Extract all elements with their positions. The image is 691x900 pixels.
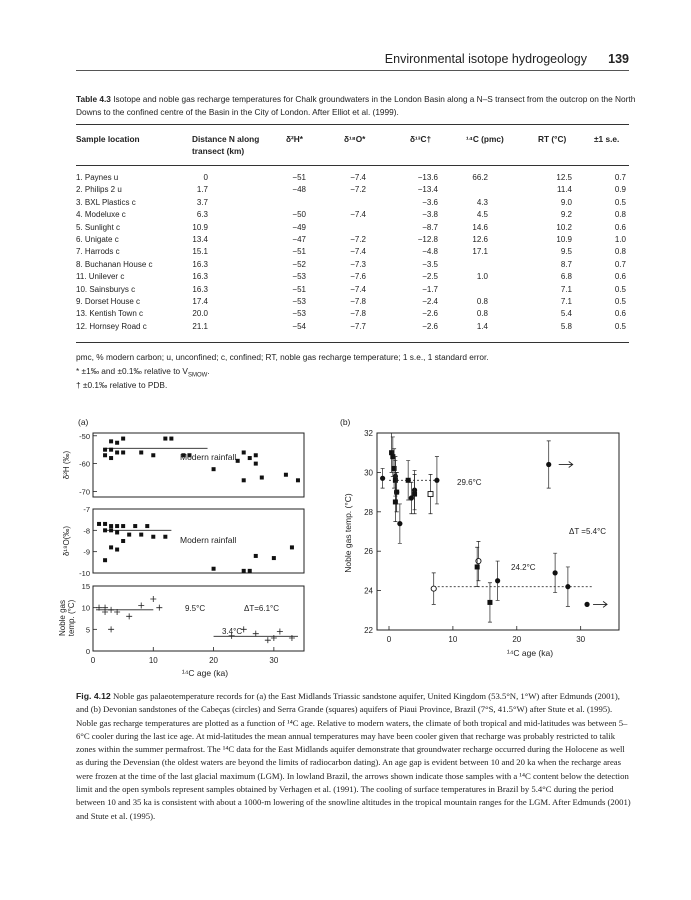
table-cell: −54	[292, 321, 306, 331]
y-tick-label: 28	[364, 507, 373, 517]
table-footnote-3: † ±0.1‰ relative to PDB.	[76, 380, 168, 390]
y-tick-label: 24	[364, 586, 373, 596]
data-point-square	[163, 535, 167, 539]
table-cell: −3.8	[422, 210, 438, 220]
table-cell: −7.4	[350, 247, 366, 257]
y-tick-label: 5	[85, 625, 90, 635]
data-point-square	[139, 533, 143, 537]
table-cell: 7. Harrods c	[76, 247, 120, 257]
data-point-square	[169, 437, 173, 441]
table-cell: 0.8	[614, 210, 626, 220]
y-tick-label: -70	[79, 487, 90, 497]
table-cell: 0.5	[614, 284, 626, 294]
table-cell: −7.8	[350, 297, 366, 306]
table-cell: 5.8	[560, 321, 572, 331]
table-cell: 0.8	[476, 297, 488, 306]
data-point-plus	[108, 626, 114, 632]
table-header-14c: ¹⁴C (pmc)	[466, 134, 504, 144]
figure-caption-label: Fig. 4.12	[76, 691, 111, 701]
data-point-square-open	[428, 492, 433, 497]
table-cell: −52	[292, 259, 306, 269]
data-point-square	[163, 437, 167, 441]
table-cell: 5.4	[560, 309, 572, 319]
table-header-d13c: δ¹³C†	[410, 134, 432, 144]
below-detection-arrow	[559, 462, 573, 468]
table-cell: 10. Sainsburys c	[76, 284, 136, 294]
table-cell: −7.2	[350, 185, 366, 195]
data-point-square	[121, 524, 125, 528]
y-tick-label: 22	[364, 626, 373, 635]
y-tick-label: -10	[79, 569, 90, 578]
table-header-rt: RT (°C)	[538, 134, 567, 144]
table-cell: 7.1	[560, 297, 572, 306]
x-tick-label: 10	[448, 635, 458, 644]
panel-a-frame	[93, 433, 304, 497]
table-cell: 0.5	[614, 297, 626, 306]
data-point-circle	[434, 478, 439, 483]
data-point-square	[145, 524, 149, 528]
table-cell: −51	[292, 247, 306, 257]
y-tick-label: -8	[83, 526, 90, 536]
y-tick-label: -7	[83, 505, 90, 514]
data-point-square	[290, 545, 294, 549]
y-tick-label: 10	[81, 603, 90, 613]
data-point-square	[487, 600, 492, 605]
table-cell: −7.2	[350, 235, 366, 244]
y-tick-label: 0	[85, 647, 90, 656]
temp-label-9-5: 9.5°C	[185, 604, 206, 613]
data-point-square	[272, 556, 276, 560]
table-cell: −7.7	[350, 321, 366, 331]
x-axis-label-b: ¹⁴C age (ka)	[506, 648, 554, 658]
table-cell: 11. Unilever c	[76, 272, 125, 282]
data-point-square	[151, 535, 155, 539]
table-cell: 0	[203, 173, 208, 182]
data-point-square	[109, 439, 113, 443]
data-point-square	[109, 456, 113, 460]
table-cell: −12.8	[417, 235, 438, 244]
table-cell: −7.4	[350, 284, 366, 294]
data-point-plus	[253, 631, 259, 637]
data-point-plus	[277, 629, 283, 635]
x-axis-label-a: ¹⁴C age (ka)	[181, 668, 229, 678]
data-point-square	[139, 450, 143, 454]
page-number: 139	[608, 52, 629, 66]
data-point-square	[236, 459, 240, 463]
data-point-square	[115, 524, 119, 528]
table-cell: −47	[292, 235, 306, 244]
data-point-square	[121, 437, 125, 441]
figure-caption	[76, 690, 632, 823]
table-cell: 12. Hornsey Road c	[76, 321, 147, 331]
data-point-square	[115, 450, 119, 454]
table-footnote-1: pmc, % modern carbon; u, unconfined; c, confined; RT, noble gas recharge temperature; 1 s.e., 1 standard error.	[76, 352, 489, 362]
table-cell: 1.0	[614, 235, 626, 244]
data-point-square	[242, 569, 246, 573]
table-cell: 13.4	[192, 235, 208, 244]
figure-caption-text: Noble gas palaeotemperature records for (a) the East Midlands Triassic sandstone aquifer, United Kingdom (53.5°N, 1°W) after Edmunds (2001), and (b) Devonian sandstones of the Cabeças (circles) and Serra Grande (squares) aquifers of Piaui Province, Brazil (7°S, 41.5°W) after Stute et al. (1995). Noble gas recharge temperatures are plotted as a function of ¹⁴C age. Relative to modern waters, the climate of both tropical and mid-latitudes was between 5–6°C cooler during the last ice age. At mid-latitudes the mean annual temperatures may have been cooler given that recharge was probably restricted to talik zones within the summer permafrost. The ¹⁴C data for the East Midlands aquifer demonstrate that groundwater recharge occurred during the Holocene as well as during the Devensian (the oldest waters are beyond the limits of radiocarbon dating). An age gap is evident between 10 and 20 ka when the recharge areas were frozen at the time of the last glacial maximum (LGM). In lowland Brazil, the arrows shown indicate those samples with a ¹⁴C content below the detection limit and the open symbols represent samples obtained by Verhagen et al. (1991). The cooling of surface temperatures in Brazil by 5.4°C during the period between 10 and 35 ka is consistent with about a 1000-m lowering of the snowline altitudes in the tropical mountain ranges for the LGM. After Edmunds (2001) and Stute et al. (1995).	[76, 691, 631, 821]
data-point-square	[103, 453, 107, 457]
table-header-distance: Distance N along transect (km)	[192, 134, 260, 156]
y-axis-label: δ²H (‰)	[62, 450, 71, 480]
data-point-plus	[156, 605, 162, 611]
table-header-se: ±1 s.e.	[594, 134, 620, 144]
table-cell: −51	[292, 284, 306, 294]
table-cell: 1.7	[196, 185, 208, 195]
data-point-square	[248, 569, 252, 573]
table-cell: −3.6	[422, 197, 438, 207]
data-point-circle	[380, 476, 385, 481]
table-cell: 0.6	[614, 272, 626, 282]
data-point-circle	[397, 521, 402, 526]
table-cell: 0.7	[614, 173, 626, 182]
table-cell: 9.5	[560, 247, 572, 257]
data-point-square	[109, 545, 113, 549]
table-footnote-2-sub: SMOW	[187, 372, 208, 379]
table-cell: 2. Philips 2 u	[76, 185, 122, 195]
table-cell: 9.0	[560, 197, 572, 207]
data-point-square	[133, 524, 137, 528]
table-header-d2h: δ²H*	[286, 134, 304, 144]
table-cell: 0.7	[614, 259, 626, 269]
table-cell: 13. Kentish Town c	[76, 309, 144, 319]
data-point-square	[109, 448, 113, 452]
y-tick-label: 32	[364, 429, 373, 438]
data-point-square	[248, 456, 252, 460]
data-point-square	[103, 558, 107, 562]
data-point-square	[260, 476, 264, 480]
data-point-square	[390, 454, 395, 459]
data-point-square	[151, 453, 155, 457]
panel-a	[58, 417, 304, 678]
x-tick-label: 0	[90, 656, 96, 665]
data-point-circle	[565, 584, 570, 589]
table-cell: 11.4	[557, 185, 572, 195]
table-footnote-2-prefix: * ±1‰ and ±0.1‰ relative to V	[76, 366, 188, 376]
x-tick-label: 30	[576, 635, 586, 644]
table-cell: 4. Modeluxe c	[76, 210, 126, 220]
x-tick-label: 10	[148, 656, 158, 665]
table-cell: −7.4	[350, 173, 366, 182]
data-point-square	[212, 467, 216, 471]
table-cell: −2.4	[422, 297, 438, 306]
table-cell: 1.0	[476, 272, 488, 282]
data-point-circle	[584, 602, 589, 607]
data-point-square	[103, 522, 107, 526]
data-point-square	[296, 478, 300, 482]
table-cell: 12.5	[556, 173, 572, 182]
data-point-plus	[150, 596, 156, 602]
y-tick-label: 15	[81, 582, 90, 591]
data-point-square	[284, 473, 288, 477]
table-cell: 17.4	[192, 297, 208, 306]
data-point-square	[115, 441, 119, 445]
table-cell: 9. Dorset House c	[76, 297, 141, 306]
x-tick-label: 20	[512, 635, 522, 644]
data-point-plus	[265, 637, 271, 643]
table-caption-label: Table 4.3	[76, 94, 111, 104]
table-cell: 0.9	[614, 185, 626, 195]
table-cell: −7.8	[350, 309, 366, 319]
table-cell: −2.5	[422, 272, 438, 282]
x-tick-label: 30	[269, 656, 279, 665]
table-cell: −51	[292, 173, 306, 182]
data-point-square	[254, 462, 258, 466]
table-header-d18o: δ¹⁸O*	[344, 134, 366, 144]
data-point-plus	[126, 613, 132, 619]
table-cell: 12.6	[472, 235, 488, 244]
data-point-square	[242, 450, 246, 454]
data-point-square	[115, 548, 119, 552]
table-cell: 0.6	[614, 222, 626, 232]
y-axis-label-b: Noble gas temp. (°C)	[343, 493, 353, 573]
data-point-square	[97, 522, 101, 526]
table-cell: 0.6	[614, 309, 626, 319]
table-cell: 20.0	[192, 309, 208, 319]
table-cell: 1.4	[476, 321, 488, 331]
table-cell: −7.6	[350, 272, 366, 282]
table-cell: 0.8	[614, 247, 626, 257]
y-axis-label-ng2: temp. (°C)	[67, 599, 76, 637]
y-axis-label-ng1: Noble gas	[58, 599, 67, 637]
table-cell: −53	[292, 297, 306, 306]
table-cell: −2.6	[422, 309, 438, 319]
table-cell: −53	[292, 272, 306, 282]
data-point-plus	[108, 607, 114, 613]
table-cell: 3. BXL Plastics c	[76, 197, 136, 207]
table-cell: 10.2	[556, 222, 572, 232]
table-cell: 0.5	[614, 321, 626, 331]
table-cell: 4.3	[476, 197, 488, 207]
data-point-circle	[546, 462, 551, 467]
data-point-square	[121, 539, 125, 543]
table-cell: 17.1	[472, 247, 488, 257]
table-cell: 10.9	[556, 235, 572, 244]
table-cell: 1. Paynes u	[76, 173, 119, 182]
y-tick-label: 30	[364, 468, 373, 478]
table-cell: 6. Unigate c	[76, 235, 119, 244]
data-point-square	[109, 524, 113, 528]
modern-rainfall-label-d18o: Modern rainfall	[180, 535, 237, 545]
panel-b	[340, 417, 619, 658]
x-tick-label: 20	[209, 656, 219, 665]
data-point-square	[103, 528, 107, 532]
delta-t-label-b: ΔT =5.4°C	[569, 527, 607, 536]
data-point-square	[475, 564, 480, 569]
panel-a-label: (a)	[78, 417, 89, 427]
temp-label-3-4: 3.4°C	[222, 627, 243, 636]
table-cell: −48	[292, 185, 306, 195]
table-cell: 10.9	[192, 222, 208, 232]
table-cell: 14.6	[472, 222, 488, 232]
table-cell: −50	[292, 210, 306, 220]
table-cell: 8. Buchanan House c	[76, 259, 153, 269]
table-cell: 8.7	[560, 259, 572, 269]
table-cell: 16.3	[192, 259, 208, 269]
table-cell: 16.3	[192, 272, 208, 282]
data-point-square	[242, 478, 246, 482]
y-axis-label: δ¹⁸O(‰)	[62, 525, 71, 557]
table-cell: 16.3	[192, 284, 208, 294]
data-point-square	[115, 530, 119, 534]
table-footnote-2-suffix: .	[207, 366, 210, 376]
table-cell: 6.3	[196, 210, 208, 220]
data-point-circle-open	[476, 558, 481, 563]
y-tick-label: -9	[83, 547, 90, 557]
data-point-square	[394, 490, 399, 495]
table-cell: −4.8	[422, 247, 438, 257]
data-point-square	[109, 528, 113, 532]
table-cell: 6.8	[560, 272, 572, 282]
table-cell: −3.5	[422, 259, 438, 269]
table-cell: 5. Sunlight c	[76, 222, 121, 232]
running-title: Environmental isotope hydrogeology	[384, 52, 587, 66]
table-cell: 15.1	[192, 247, 208, 257]
table-cell: 4.5	[476, 210, 488, 220]
modern-rainfall-label-d2h: Modern rainfall	[180, 452, 237, 462]
below-detection-arrow	[593, 601, 607, 607]
table-cell: 7.1	[560, 284, 572, 294]
temp-label-29-6: 29.6°C	[457, 478, 482, 487]
data-point-square	[121, 450, 125, 454]
table-cell: 3.7	[196, 197, 208, 207]
data-point-square	[412, 492, 417, 497]
data-point-circle	[553, 570, 558, 575]
table-cell: 9.2	[560, 210, 572, 220]
x-tick-label: 0	[386, 635, 392, 644]
y-tick-label: 26	[364, 547, 373, 557]
data-point-square	[393, 499, 398, 504]
data-point-square	[254, 554, 258, 558]
data-point-square	[406, 478, 411, 483]
data-point-plus	[138, 603, 144, 609]
data-point-square	[392, 466, 397, 471]
y-tick-label: -50	[79, 431, 90, 441]
temp-label-24-2: 24.2°C	[511, 563, 536, 572]
table-cell: −13.6	[417, 173, 438, 182]
table-header-location: Sample location	[76, 134, 140, 144]
panel-b-label: (b)	[340, 417, 351, 427]
table-cell: −1.7	[422, 284, 438, 294]
table-caption-text: Isotope and noble gas recharge temperatures for Chalk groundwaters in the London Basin along a N–S transect from the outcrop on the North Downs to the confined centre of the Basin in the City of London. After Elliot et al. (1999).	[76, 94, 636, 117]
data-point-square	[254, 453, 258, 457]
table-cell: −7.4	[350, 210, 366, 220]
table-cell: 21.1	[192, 321, 208, 331]
data-point-circle-open	[431, 586, 436, 591]
delta-t-label-a: ΔT=6.1°C	[244, 604, 279, 613]
table-cell: −7.3	[350, 259, 366, 269]
data-point-square	[212, 567, 216, 571]
panel-a-frame	[93, 586, 304, 651]
data-point-circle	[495, 578, 500, 583]
table-cell: −53	[292, 309, 306, 319]
table-cell: 0.5	[614, 197, 626, 207]
table-cell: −8.7	[422, 222, 438, 232]
table-cell: 66.2	[472, 173, 488, 182]
data-point-square	[103, 448, 107, 452]
table-cell: −49	[292, 222, 306, 232]
table-cell: 0.8	[476, 309, 488, 319]
table-cell: −2.6	[422, 321, 438, 331]
table-cell: −13.4	[417, 185, 438, 195]
y-tick-label: -60	[79, 459, 90, 469]
data-point-square	[127, 533, 131, 537]
